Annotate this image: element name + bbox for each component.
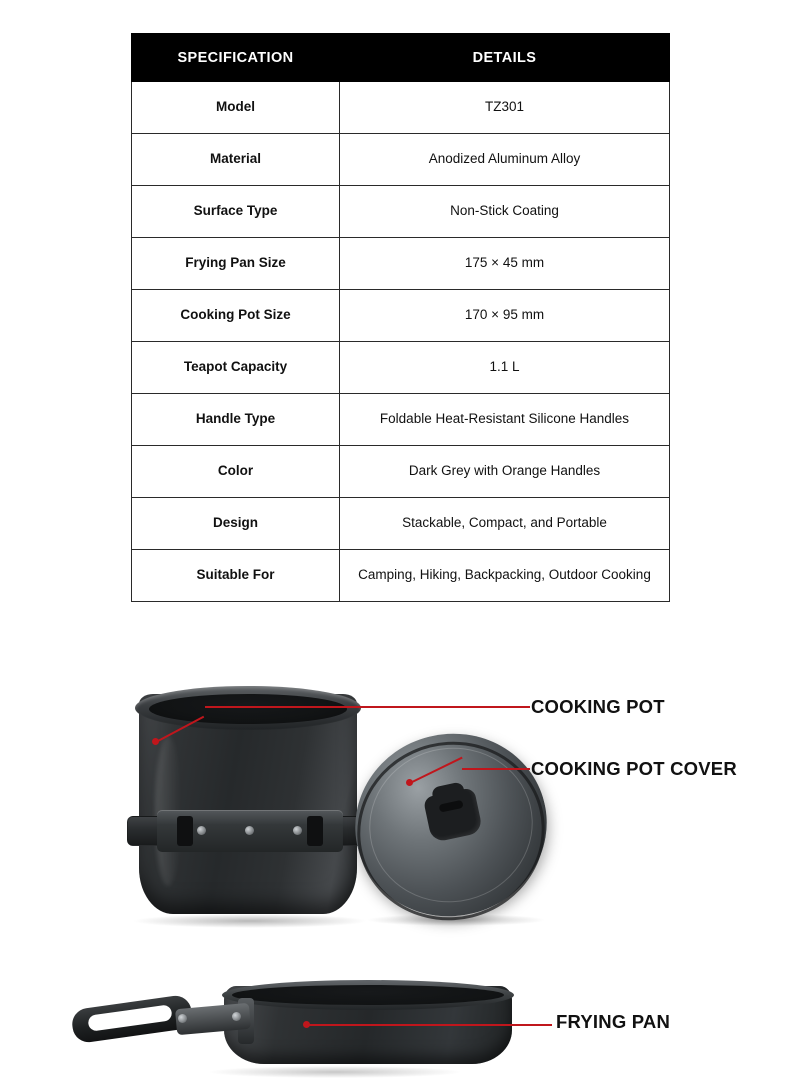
specification-table	[131, 33, 670, 602]
column-header-details: DETAILS	[340, 34, 670, 82]
spec-value-material: Anodized Aluminum Alloy	[340, 134, 670, 186]
spec-value-teapot-capacity: 1.1 L	[340, 342, 670, 394]
table-header-row	[132, 34, 670, 82]
spec-label-model: Model	[132, 82, 340, 134]
table-row	[132, 550, 670, 602]
spec-label-color: Color	[132, 446, 340, 498]
cooking-pot-illustration	[133, 684, 363, 926]
cooking-pot-folding-handle	[127, 802, 373, 860]
frying-pan-folding-handle	[72, 996, 248, 1048]
spec-label-suitable-for: Suitable For	[132, 550, 340, 602]
spec-label-teapot-capacity: Teapot Capacity	[132, 342, 340, 394]
handle-rivet-center	[245, 826, 254, 835]
handle-notch-right	[307, 816, 323, 846]
table-row	[132, 446, 670, 498]
handle-notch-left	[177, 816, 193, 846]
callout-label-cooking-pot: COOKING POT	[531, 696, 665, 717]
spec-value-frying-pan-size: 175 × 45 mm	[340, 238, 670, 290]
spec-label-frying-pan-size: Frying Pan Size	[132, 238, 340, 290]
table-row	[132, 134, 670, 186]
callout-leader-horizontal-cooking-pot	[205, 706, 530, 708]
handle-rivet-right	[293, 826, 302, 835]
table-row	[132, 342, 670, 394]
spec-value-color: Dark Grey with Orange Handles	[340, 446, 670, 498]
spec-value-cooking-pot-size: 170 × 95 mm	[340, 290, 670, 342]
table-row	[132, 82, 670, 134]
spec-label-material: Material	[132, 134, 340, 186]
spec-label-design: Design	[132, 498, 340, 550]
spec-value-design: Stackable, Compact, and Portable	[340, 498, 670, 550]
callout-leader-horizontal-frying-pan	[308, 1024, 552, 1026]
table-body	[132, 82, 670, 602]
callout-label-frying-pan: FRYING PAN	[556, 1011, 671, 1032]
handle-rivet-a	[178, 1014, 187, 1023]
frying-pan-illustration	[72, 980, 512, 1076]
table-row	[132, 394, 670, 446]
frying-pan-interior	[232, 985, 504, 1005]
spec-label-cooking-pot-size: Cooking Pot Size	[132, 290, 340, 342]
spec-value-suitable-for: Camping, Hiking, Backpacking, Outdoor Cooking	[340, 550, 670, 602]
table-row	[132, 290, 670, 342]
spec-value-surface-type: Non-Stick Coating	[340, 186, 670, 238]
table-row	[132, 186, 670, 238]
callout-leader-horizontal-cover	[462, 768, 530, 770]
product-diagram	[0, 636, 800, 1091]
column-header-specification: SPECIFICATION	[132, 34, 340, 82]
spec-value-model: TZ301	[340, 82, 670, 134]
callout-label-cooking-pot-cover: COOKING POT COVER	[531, 758, 737, 779]
handle-rivet-b	[232, 1012, 241, 1021]
handle-rivet-left	[197, 826, 206, 835]
spec-label-handle-type: Handle Type	[132, 394, 340, 446]
table-row	[132, 238, 670, 290]
specification-table-container	[131, 33, 669, 602]
cooking-pot-interior	[149, 694, 347, 724]
spec-value-handle-type: Foldable Heat-Resistant Silicone Handles	[340, 394, 670, 446]
table-header	[132, 34, 670, 82]
table-row	[132, 498, 670, 550]
spec-label-surface-type: Surface Type	[132, 186, 340, 238]
